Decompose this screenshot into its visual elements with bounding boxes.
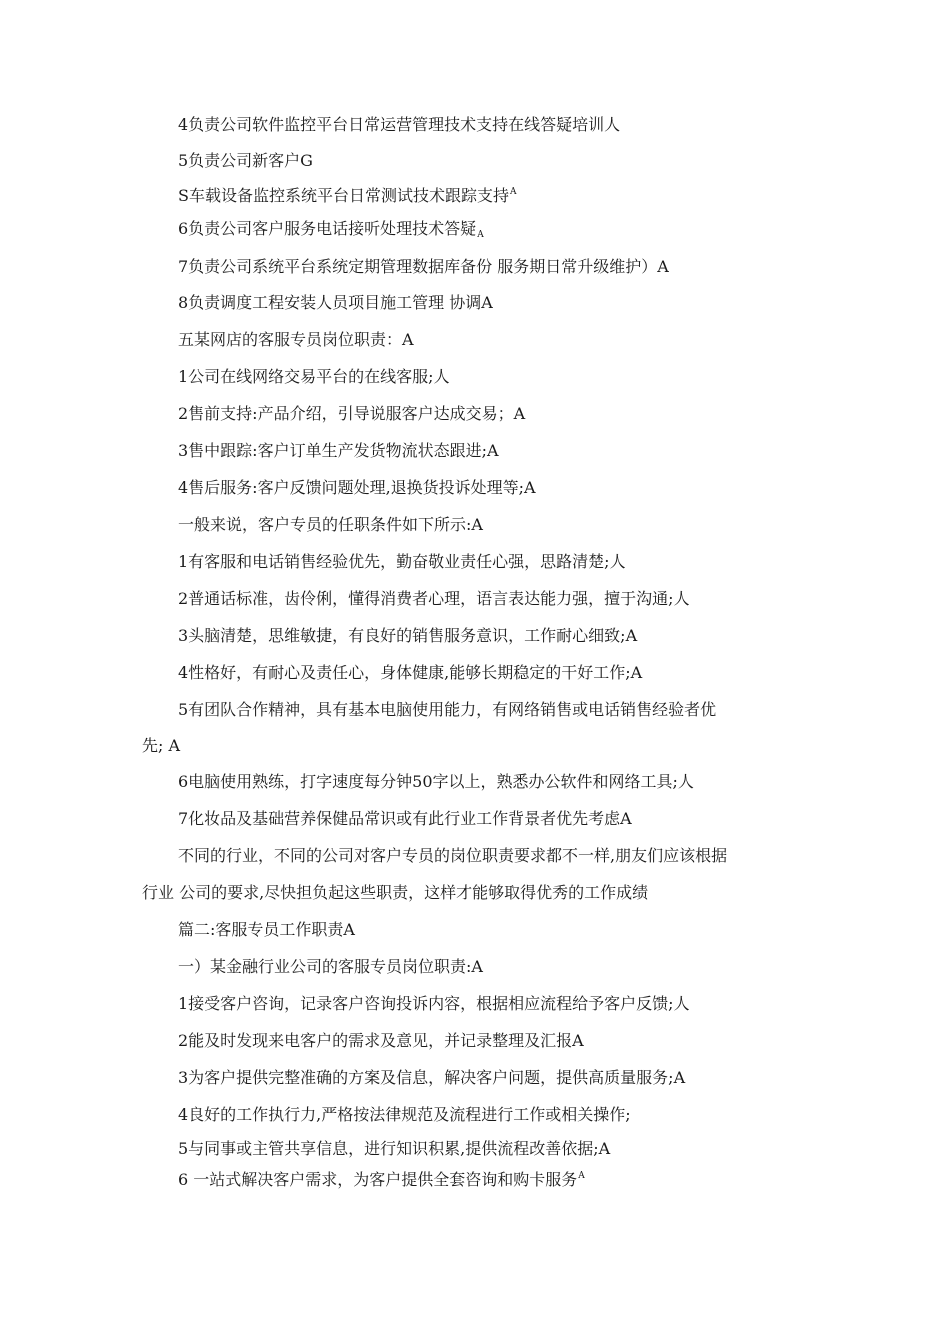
text-line (178, 1165, 585, 1191)
section-heading: 一般来说，客户专员的任职条件如下所示:A (178, 515, 483, 534)
text-line: 2售前支持:产品介绍，引导说服客户达成交易；A (178, 404, 526, 423)
text-line: 7化妆品及基础营养保健品常识或有此行业工作背景者优先考虑A (178, 809, 632, 828)
text-line: 3售中跟踪:客户订单生产发货物流状态跟进;A (178, 441, 499, 460)
text-line: 5与同事或主管共享信息，进行知识积累,提供流程改善依据;A (178, 1139, 611, 1158)
text-line: 1有客服和电话销售经验优先，勤奋敬业责任心强，思路清楚;人 (178, 552, 626, 571)
text-line: 5有团队合作精神，具有基本电脑使用能力，有网络销售或电话销售经验者优 (178, 700, 717, 719)
text-line: 2能及时发现来电客户的需求及意见，并记录整理及汇报A (178, 1031, 584, 1050)
superscript-mark: A (509, 187, 517, 197)
text-line: 5负责公司新客户G (178, 151, 313, 170)
text-line: 4负责公司软件监控平台日常运营管理技术支持在线答疑培训人 (178, 115, 621, 134)
text-line: 1接受客户咨询，记录客户咨询投诉内容，根据相应流程给予客户反馈;人 (178, 994, 690, 1013)
text-line: 8负责调度工程安装人员项目施工管理 协调A (178, 293, 493, 312)
text-line: 4性格好，有耐心及责任心，身体健康,能够长期稳定的干好工作;A (178, 663, 643, 682)
text-line: 1公司在线网络交易平台的在线客服;人 (178, 367, 450, 386)
section-heading: 篇二:客服专员工作职责A (178, 920, 355, 939)
text-line-content: 6 一站式解决客户需求，为客户提供全套咨询和购卡服务 (178, 1170, 578, 1189)
superscript-mark: A (578, 1171, 585, 1181)
text-line: 3头脑清楚，思维敏捷，有良好的销售服务意识，工作耐心细致;A (178, 626, 638, 645)
text-line-content: S车载设备监控系统平台日常测试技术跟踪支持 (178, 186, 509, 205)
text-line: 6电脑使用熟练，打字速度每分钟50字以上，熟悉办公软件和网络工具;人 (178, 772, 694, 791)
text-line (178, 181, 516, 207)
text-line: 3为客户提供完整准确的方案及信息，解决客户问题，提供高质量服务;A (178, 1068, 686, 1087)
section-heading: 一）某金融行业公司的客服专员岗位职责:A (178, 957, 483, 976)
text-line-continuation: 行业 公司的要求,尽快担负起这些职责，这样才能够取得优秀的工作成绩 (142, 883, 649, 902)
text-line: 4良好的工作执行力,严格按法律规范及流程进行工作或相关操作; (178, 1105, 631, 1124)
subscript-mark: A (477, 230, 484, 240)
text-line (178, 218, 484, 246)
text-line-continuation: 先; A (142, 736, 181, 755)
section-heading: 五某网店的客服专员岗位职责：A (178, 330, 414, 349)
text-line-content: 6负责公司客户服务电话接听处理技术答疑 (178, 219, 477, 238)
text-line: 4售后服务:客户反馈问题处理,退换货投诉处理等;A (178, 478, 536, 497)
text-line: 7负责公司系统平台系统定期管理数据库备份 服务期日常升级维护）A (178, 257, 669, 276)
text-line: 2普通话标准，齿伶俐，懂得消费者心理，语言表达能力强，擅于沟通;人 (178, 589, 690, 608)
text-line: 不同的行业，不同的公司对客户专员的岗位职责要求都不一样,朋友们应该根据 (178, 846, 728, 865)
